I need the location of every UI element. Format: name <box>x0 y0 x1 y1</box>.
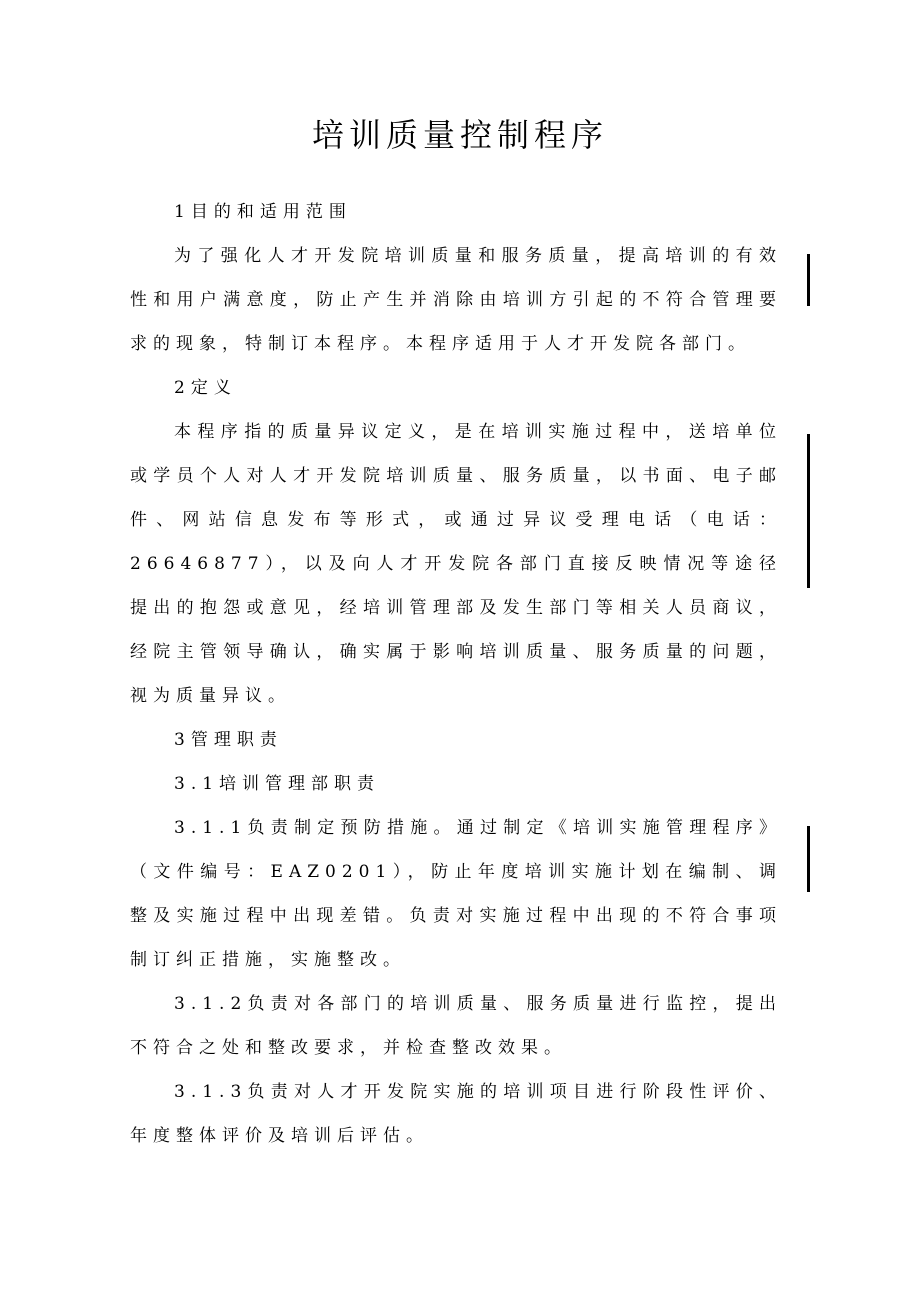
section-2-heading: 2定义 <box>174 378 237 398</box>
section-3-1-heading: 3.1培训管理部职责 <box>174 774 381 794</box>
section-3-heading: 3管理职责 <box>174 730 283 750</box>
revision-bar <box>807 826 810 892</box>
section-1-paragraph: 为了强化人才开发院培训质量和服务质量，提高培训的有效性和用户满意度，防止产生并消除由培训方引起的不符合管理要求的现象，特制订本程序。本程序适用于人才开发院各部门。 <box>130 246 782 354</box>
document-title: 培训质量控制程序 <box>311 116 608 154</box>
revision-bar <box>807 254 810 306</box>
section-3-1-2-paragraph: 3.1.2负责对各部门的培训质量、服务质量进行监控，提出不符合之处和整改要求，并检查整改效果。 <box>130 994 782 1058</box>
section-3-1-1-paragraph: 3.1.1负责制定预防措施。通过制定《培训实施管理程序》（文件编号：EAZ0201），防止年度培训实施计划在编制、调整及实施过程中出现差错。负责对实施过程中出现的不符合事项制订纠正措施，实施整改。 <box>130 818 782 970</box>
section-1-heading: 1目的和适用范围 <box>174 202 352 222</box>
revision-bar <box>807 434 810 588</box>
section-3-1-3-paragraph: 3.1.3负责对人才开发院实施的培训项目进行阶段性评价、年度整体评价及培训后评估。 <box>130 1082 782 1146</box>
section-2-paragraph: 本程序指的质量异议定义，是在培训实施过程中，送培单位或学员个人对人才开发院培训质量、服务质量，以书面、电子邮件、网站信息发布等形式，或通过异议受理电话（电话：26646877），以及向人才开发院各部门直接反映情况等途径提出的抱怨或意见，经培训管理部及发生部门等相关人员商议，经院主管领导确认，确实属于影响培训质量、服务质量的问题，视为质量异议。 <box>130 422 782 706</box>
